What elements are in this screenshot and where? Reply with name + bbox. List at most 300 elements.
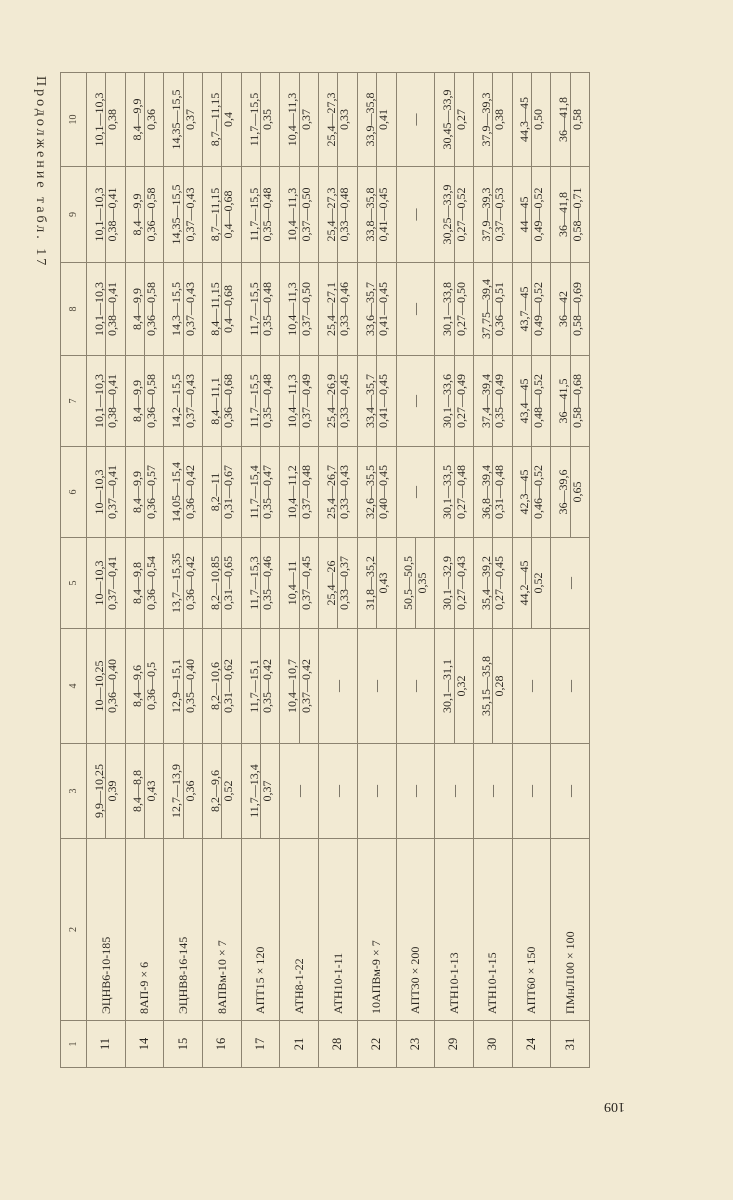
cable-type: ЭЦНВ8-16-145 <box>164 839 203 1021</box>
table-body <box>87 73 590 1068</box>
cell-c3 <box>551 744 590 839</box>
value-range: 10,4—11,3 <box>285 92 300 147</box>
value-secondary: 0,35 <box>415 538 429 628</box>
cable-type: АТН10-1-13 <box>435 839 474 1021</box>
value-range: 8,4—9,9 <box>130 98 145 141</box>
cell-c5 <box>203 538 242 629</box>
cell-c6 <box>164 447 203 538</box>
value-secondary: 0,28 <box>492 629 506 743</box>
value-range: 11,7—15,5 <box>246 92 261 147</box>
value-secondary: 0,38—0,41 <box>105 263 119 355</box>
value-secondary: 0,36—0,42 <box>183 447 197 537</box>
value-secondary: 0,33—0,46 <box>337 263 351 355</box>
cell-c3 <box>164 744 203 839</box>
value-range: 35,4—39,2 <box>478 556 493 610</box>
table-row <box>512 73 551 1068</box>
value-range: — <box>330 680 345 692</box>
cell-c4 <box>241 629 280 744</box>
table-row <box>125 73 164 1068</box>
cell-c6 <box>473 447 512 538</box>
cell-c7 <box>203 356 242 447</box>
row-number: 31 <box>551 1021 590 1068</box>
row-number: 16 <box>203 1021 242 1068</box>
value-secondary: 0,36—0,42 <box>183 538 197 628</box>
value-range: 8,2—11 <box>207 472 222 512</box>
value-secondary: 0,35—0,49 <box>492 356 506 446</box>
value-range: — <box>562 680 577 692</box>
row-number: 24 <box>512 1021 551 1068</box>
value-range: 25,4—26,7 <box>323 465 338 519</box>
row-number: 15 <box>164 1021 203 1068</box>
column-header-7: 7 <box>61 356 87 447</box>
cell-c3 <box>512 744 551 839</box>
cell-c6 <box>512 447 551 538</box>
cell-c6 <box>125 447 164 538</box>
value-secondary: 0,36—0,58 <box>144 167 158 262</box>
value-secondary: 0,36—0,40 <box>105 629 119 743</box>
cell-c8 <box>203 263 242 356</box>
value-range: — <box>369 785 384 797</box>
value-secondary: 0,35—0,48 <box>260 167 274 262</box>
value-range: 10,4—11,3 <box>285 187 300 242</box>
value-range: 11,7—15,5 <box>246 374 261 428</box>
value-secondary: 0,36—0,58 <box>144 356 158 446</box>
cell-c6 <box>551 447 590 538</box>
cell-c3 <box>280 744 319 839</box>
value-secondary: 0,37—0,43 <box>183 167 197 262</box>
cell-c9 <box>473 167 512 263</box>
cable-type: ПМнЛ100 × 100 <box>551 839 590 1021</box>
value-secondary: 0,4 <box>221 73 235 166</box>
page-number: 109 <box>604 1099 625 1114</box>
value-range: 8,4—11,1 <box>207 377 222 425</box>
value-range: — <box>562 577 577 589</box>
value-range: 11,7—15,4 <box>246 465 261 519</box>
value-range: 30,1—33,6 <box>439 374 454 428</box>
value-secondary: 0,38 <box>105 73 119 166</box>
value-secondary: 0,43 <box>144 744 158 838</box>
value-secondary: 0,37—0,49 <box>299 356 313 446</box>
column-header-8: 8 <box>61 263 87 356</box>
value-range: 44—45 <box>517 196 532 233</box>
table-row <box>357 73 396 1068</box>
row-number: 28 <box>319 1021 358 1068</box>
cell-c4 <box>203 629 242 744</box>
value-range: 33,8—35,8 <box>362 187 377 242</box>
value-secondary: 0,4—0,68 <box>221 167 235 262</box>
value-secondary: 0,65 <box>570 447 584 537</box>
cell-c10 <box>435 73 474 167</box>
value-range: — <box>408 486 423 498</box>
value-secondary: 0,27—0,43 <box>454 538 468 628</box>
cell-c5 <box>435 538 474 629</box>
cell-c9 <box>241 167 280 263</box>
value-range: 8,7—11,15 <box>207 92 222 147</box>
value-secondary: 0,36—0,5 <box>144 629 158 743</box>
cell-c10 <box>551 73 590 167</box>
value-secondary: 0,50 <box>531 73 545 166</box>
cell-c7 <box>319 356 358 447</box>
value-secondary: 0,38 <box>492 73 506 166</box>
value-secondary: 0,35—0,48 <box>260 263 274 355</box>
cell-c6 <box>435 447 474 538</box>
cell-c4 <box>164 629 203 744</box>
value-secondary: 0,33—0,45 <box>337 356 351 446</box>
value-range: 8,4—11,15 <box>207 282 222 336</box>
value-range: 11,7—15,5 <box>246 187 261 242</box>
value-secondary: 0,37—0,41 <box>105 538 119 628</box>
value-range: 37,9—39,3 <box>478 92 493 147</box>
value-range: 8,4—9,9 <box>130 471 145 513</box>
value-secondary: 0,37—0,42 <box>299 629 313 743</box>
value-range: 10—10,25 <box>91 660 106 712</box>
value-secondary: 0,31—0,65 <box>221 538 235 628</box>
cable-type: ЭЦНВ6-10-185 <box>87 839 126 1021</box>
value-secondary: 0,41—0,45 <box>376 167 390 262</box>
cell-c6 <box>357 447 396 538</box>
cell-c8 <box>125 263 164 356</box>
value-range: 36—39,6 <box>556 469 570 515</box>
row-number: 11 <box>87 1021 126 1068</box>
cell-c5 <box>164 538 203 629</box>
cell-c8 <box>319 263 358 356</box>
cell-c7 <box>87 356 126 447</box>
cell-c5 <box>512 538 551 629</box>
row-number: 17 <box>241 1021 280 1068</box>
cell-c3 <box>473 744 512 839</box>
cell-c4 <box>319 629 358 744</box>
column-header-10: 10 <box>61 73 87 167</box>
cable-type: 8АП-9 × 6 <box>125 839 164 1021</box>
cell-c5 <box>280 538 319 629</box>
value-secondary: 0,37—0,50 <box>299 167 313 262</box>
value-range: — <box>408 395 423 407</box>
column-header-5: 5 <box>61 538 87 629</box>
cell-c5 <box>319 538 358 629</box>
table-caption <box>18 76 48 296</box>
cell-c7 <box>473 356 512 447</box>
cable-type: АТН10-1-11 <box>319 839 358 1021</box>
value-secondary: 0,31—0,67 <box>221 447 235 537</box>
cell-c5 <box>125 538 164 629</box>
value-secondary: 0,58 <box>570 73 584 166</box>
value-secondary: 0,52 <box>221 744 235 838</box>
value-range: — <box>524 785 539 797</box>
cell-c8 <box>396 263 435 356</box>
table-row <box>319 73 358 1068</box>
cell-c10 <box>164 73 203 167</box>
value-secondary: 0,27—0,52 <box>454 167 468 262</box>
value-range: 25,4—27,3 <box>323 92 338 147</box>
value-secondary: 0,37—0,43 <box>183 263 197 355</box>
row-number: 29 <box>435 1021 474 1068</box>
value-range: 31,8—35,2 <box>362 556 377 610</box>
value-secondary: 0,36 <box>144 73 158 166</box>
cell-c10 <box>125 73 164 167</box>
value-secondary: 0,33—0,43 <box>337 447 351 537</box>
cable-type: АПТ30 × 200 <box>396 839 435 1021</box>
value-range: 10,4—11,3 <box>285 374 300 428</box>
value-range: 10,4—10,7 <box>285 659 300 713</box>
value-secondary: 0,39 <box>105 744 119 838</box>
cell-c10 <box>357 73 396 167</box>
cell-c8 <box>241 263 280 356</box>
value-range: 30,45—33,9 <box>439 89 454 150</box>
cell-c3 <box>125 744 164 839</box>
cell-c9 <box>319 167 358 263</box>
cell-c7 <box>164 356 203 447</box>
cell-c4 <box>125 629 164 744</box>
cable-type: АПТ15 × 120 <box>241 839 280 1021</box>
value-range: 8,7—11,15 <box>207 187 222 242</box>
cell-c5 <box>473 538 512 629</box>
value-range: 30,25—33,9 <box>439 184 454 245</box>
value-range: 9,9—10,25 <box>91 764 106 818</box>
cell-c8 <box>164 263 203 356</box>
value-range: 10—10,3 <box>91 560 106 606</box>
value-secondary: 0,31—0,48 <box>492 447 506 537</box>
table-row <box>435 73 474 1068</box>
value-secondary: 0,36—0,51 <box>492 263 506 355</box>
cable-type: АПТ60 × 150 <box>512 839 551 1021</box>
value-range: 11,7—15,1 <box>246 659 261 713</box>
value-range: 8,4—9,6 <box>130 665 145 707</box>
table-row <box>473 73 512 1068</box>
cell-c9 <box>203 167 242 263</box>
value-range: 25,4—26 <box>323 560 338 606</box>
cell-c7 <box>396 356 435 447</box>
value-range: 8,2—10,85 <box>207 556 222 610</box>
cell-c10 <box>512 73 551 167</box>
value-range: 12,9—15,1 <box>169 659 184 713</box>
value-range: — <box>330 785 345 797</box>
value-range: 36—42 <box>556 291 570 327</box>
table-row <box>203 73 242 1068</box>
value-range: 11,7—15,5 <box>246 282 261 336</box>
cell-c9 <box>551 167 590 263</box>
cell-c8 <box>357 263 396 356</box>
value-secondary: 0,36—0,68 <box>221 356 235 446</box>
cell-c7 <box>435 356 474 447</box>
cell-c8 <box>280 263 319 356</box>
cell-c6 <box>280 447 319 538</box>
value-secondary: 0,37—0,41 <box>105 447 119 537</box>
value-range: 30,1—33,5 <box>439 465 454 519</box>
row-number: 30 <box>473 1021 512 1068</box>
value-range: 14,35—15,5 <box>169 89 184 150</box>
value-range: — <box>291 785 306 797</box>
value-range: 25,4—26,9 <box>323 374 338 428</box>
column-header-1: 1 <box>61 1021 87 1068</box>
value-secondary: 0,37—0,43 <box>183 356 197 446</box>
cell-c7 <box>551 356 590 447</box>
header-row <box>61 73 87 1068</box>
value-range: 42,3—45 <box>517 469 532 515</box>
value-secondary: 0,35—0,48 <box>260 356 274 446</box>
value-secondary: 0,37—0,53 <box>492 167 506 262</box>
value-range: 30,1—33,8 <box>439 282 454 336</box>
value-secondary: 0,37—0,50 <box>299 263 313 355</box>
value-range: 50,5—50,5 <box>401 556 416 610</box>
cell-c7 <box>512 356 551 447</box>
value-range: 33,9—35,8 <box>362 92 377 147</box>
value-secondary: 0,49—0,52 <box>531 167 545 262</box>
value-range: 10,1—10,3 <box>91 282 106 336</box>
value-secondary: 0,27—0,49 <box>454 356 468 446</box>
cell-c10 <box>241 73 280 167</box>
value-range: 36,8—39,4 <box>478 465 493 519</box>
cell-c9 <box>164 167 203 263</box>
value-secondary: 0,37 <box>299 73 313 166</box>
value-secondary: 0,35—0,47 <box>260 447 274 537</box>
table-row <box>87 73 126 1068</box>
value-range: 13,7—15,35 <box>169 553 184 613</box>
table-row <box>551 73 590 1068</box>
value-range: 8,4—9,9 <box>130 288 145 330</box>
value-secondary: 0,52 <box>531 538 545 628</box>
value-range: 30,1—31,1 <box>439 659 454 713</box>
value-range: — <box>408 785 423 797</box>
value-range: 37,75—39,4 <box>478 279 493 339</box>
cell-c5 <box>396 538 435 629</box>
value-range: 8,4—9,8 <box>130 562 145 604</box>
value-secondary: 0,27—0,48 <box>454 447 468 537</box>
value-range: — <box>524 680 539 692</box>
cell-c8 <box>435 263 474 356</box>
value-range: 10,1—10,3 <box>91 374 106 428</box>
value-secondary: 0,27—0,50 <box>454 263 468 355</box>
cell-c9 <box>357 167 396 263</box>
value-secondary: 0,31—0,62 <box>221 629 235 743</box>
column-header-2: 2 <box>61 839 87 1021</box>
table-row <box>396 73 435 1068</box>
cell-c7 <box>241 356 280 447</box>
table-row <box>280 73 319 1068</box>
cell-c9 <box>280 167 319 263</box>
cell-c4 <box>473 629 512 744</box>
value-range: 32,6—35,5 <box>362 465 377 519</box>
cell-c3 <box>435 744 474 839</box>
value-secondary: 0,58—0,69 <box>570 263 584 355</box>
value-range: — <box>446 785 461 797</box>
value-secondary: 0,37—0,45 <box>299 538 313 628</box>
cell-c9 <box>512 167 551 263</box>
value-secondary: 0,35 <box>260 73 274 166</box>
value-secondary: 0,4—0,68 <box>221 263 235 355</box>
cable-type: АТН8-1-22 <box>280 839 319 1021</box>
value-range: 37,9—39,3 <box>478 187 493 242</box>
value-range: 10,1—10,3 <box>91 92 106 147</box>
cell-c4 <box>512 629 551 744</box>
cell-c8 <box>551 263 590 356</box>
value-range: 44,2—45 <box>517 560 532 606</box>
column-header-6: 6 <box>61 447 87 538</box>
cell-c8 <box>87 263 126 356</box>
cell-c3 <box>357 744 396 839</box>
value-range: — <box>408 113 423 126</box>
value-secondary: 0,33—0,48 <box>337 167 351 262</box>
cell-c8 <box>512 263 551 356</box>
value-secondary: 0,33—0,37 <box>337 538 351 628</box>
row-number: 14 <box>125 1021 164 1068</box>
value-range: 11,7—15,3 <box>246 556 261 610</box>
value-range: 25,4—27,1 <box>323 282 338 336</box>
value-range: 12,7—13,9 <box>169 764 184 818</box>
cell-c5 <box>357 538 396 629</box>
cell-c9 <box>396 167 435 263</box>
value-secondary: 0,35—0,40 <box>183 629 197 743</box>
value-range: 30,1—32,9 <box>439 556 454 610</box>
value-range: 10—10,3 <box>91 469 106 515</box>
data-table <box>60 72 590 1068</box>
value-secondary: 0,40—0,45 <box>376 447 390 537</box>
value-range: 36—41,8 <box>556 97 570 142</box>
table-caption-text: Продолжение табл. 17 <box>33 76 48 269</box>
value-range: 10,1—10,3 <box>91 187 106 242</box>
value-range: — <box>562 785 577 797</box>
cell-c10 <box>396 73 435 167</box>
cell-c6 <box>87 447 126 538</box>
value-secondary: 0,41—0,45 <box>376 263 390 355</box>
cell-c6 <box>396 447 435 538</box>
column-header-9: 9 <box>61 167 87 263</box>
value-range: 10,4—11,3 <box>285 282 300 336</box>
value-range: 14,3—15,5 <box>169 282 184 336</box>
value-secondary: 0,37 <box>183 73 197 166</box>
value-secondary: 0,33 <box>337 73 351 166</box>
cell-c6 <box>203 447 242 538</box>
value-secondary: 0,38—0,41 <box>105 167 119 262</box>
cell-c3 <box>241 744 280 839</box>
cell-c7 <box>125 356 164 447</box>
value-secondary: 0,37 <box>260 744 274 838</box>
table-row <box>164 73 203 1068</box>
value-range: 43,7—45 <box>517 286 532 332</box>
value-secondary: 0,38—0,41 <box>105 356 119 446</box>
cable-type: 10АПВм-9 × 7 <box>357 839 396 1021</box>
value-secondary: 0,46—0,52 <box>531 447 545 537</box>
value-secondary: 0,36—0,58 <box>144 263 158 355</box>
cell-c6 <box>319 447 358 538</box>
value-range: 37,4—39,4 <box>478 374 493 428</box>
value-secondary: 0,37—0,48 <box>299 447 313 537</box>
table-row <box>241 73 280 1068</box>
value-range: 8,4—8,8 <box>130 770 145 812</box>
cell-c10 <box>473 73 512 167</box>
cell-c5 <box>87 538 126 629</box>
value-range: 35,15—35,8 <box>478 656 493 716</box>
column-header-3: 3 <box>61 744 87 839</box>
value-range: 33,4—35,7 <box>362 374 377 428</box>
cell-c3 <box>396 744 435 839</box>
value-secondary: 0,36—0,57 <box>144 447 158 537</box>
value-range: 36—41,5 <box>556 378 570 424</box>
cell-c3 <box>203 744 242 839</box>
cell-c4 <box>280 629 319 744</box>
value-secondary: 0,49—0,52 <box>531 263 545 355</box>
cell-c5 <box>551 538 590 629</box>
cell-c7 <box>357 356 396 447</box>
cell-c4 <box>396 629 435 744</box>
value-range: 8,4—9,9 <box>130 193 145 236</box>
value-range: 43,4—45 <box>517 378 532 424</box>
value-range: 8,2—9,6 <box>207 770 222 812</box>
value-secondary: 0,32 <box>454 629 468 743</box>
value-secondary: 0,35—0,46 <box>260 538 274 628</box>
value-range: 36—41,8 <box>556 192 570 237</box>
value-secondary: 0,43 <box>376 538 390 628</box>
value-secondary: 0,41—0,45 <box>376 356 390 446</box>
